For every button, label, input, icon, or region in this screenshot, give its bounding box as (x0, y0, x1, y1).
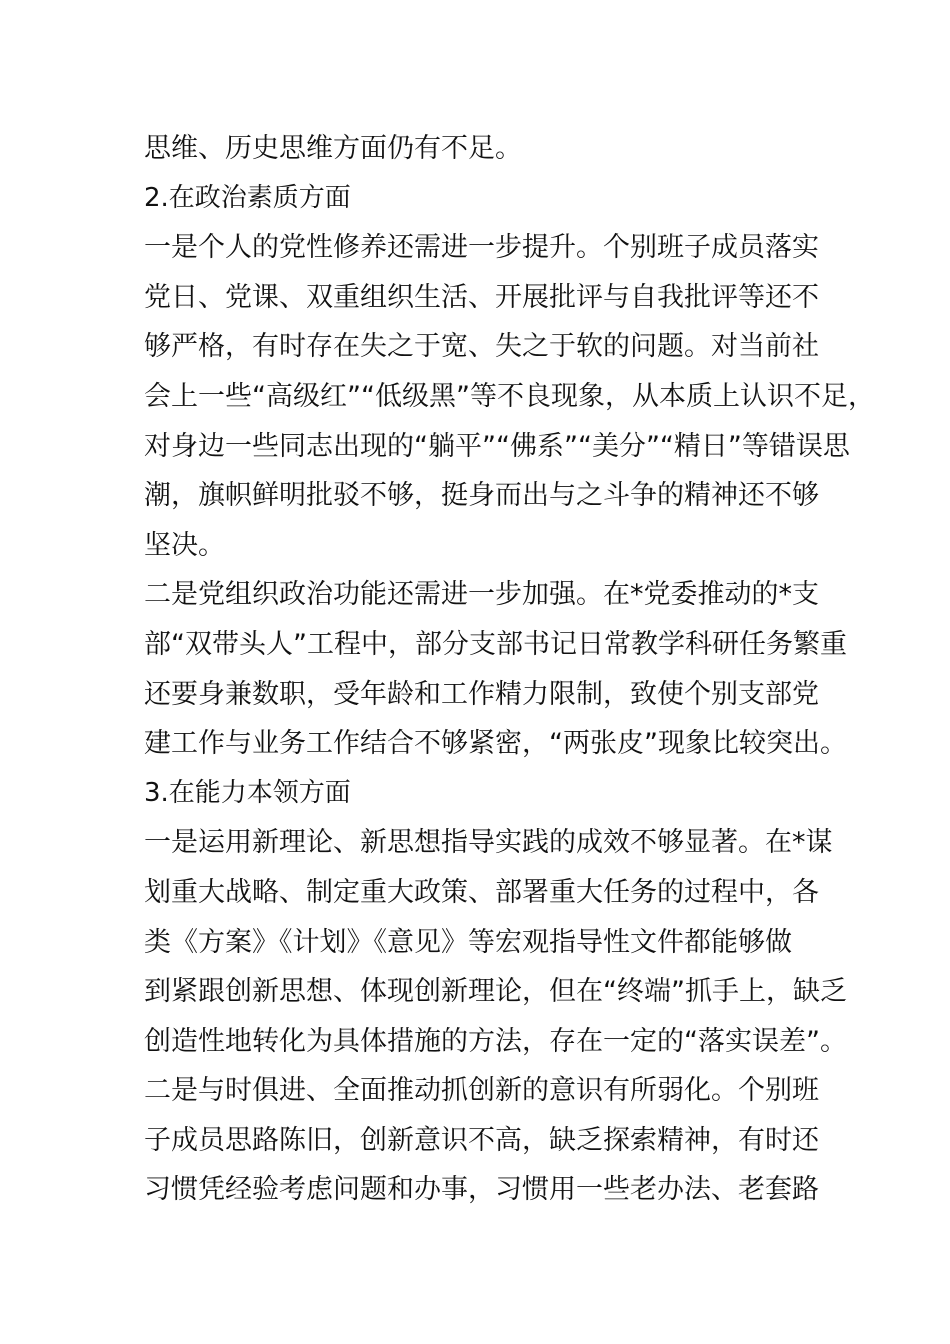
body-text-line: 一是个人的党性修养还需进一步提升。个别班子成员落实 (144, 232, 819, 264)
section-heading: 2.在政治素质方面 (144, 182, 351, 213)
body-text-line: 到紧跟创新思想、体现创新理论，但在“终端”抓手上，缺乏 (144, 976, 847, 1008)
body-text-line: 坚决。 (144, 529, 225, 561)
body-text-line: 二是与时俱进、全面推动抓创新的意识有所弱化。个别班 (144, 1075, 819, 1107)
body-text-line: 会上一些“高级红”“低级黑”等不良现象，从本质上认识不足， (144, 380, 875, 412)
body-text-line: 习惯凭经验考虑问题和办事，习惯用一些老办法、老套路 (144, 1174, 819, 1206)
body-text-line: 还要身兼数职，受年龄和工作精力限制，致使个别支部党 (144, 678, 819, 710)
body-text-line: 子成员思路陈旧，创新意识不高，缺乏探索精神，有时还 (144, 1124, 819, 1156)
body-text-line: 建工作与业务工作结合不够紧密，“两张皮”现象比较突出。 (144, 728, 847, 760)
body-text-line: 二是党组织政治功能还需进一步加强。在*党委推动的*支 (144, 579, 819, 611)
body-text-line: 思维、历史思维方面仍有不足。 (144, 133, 522, 164)
body-text-line: 划重大战略、制定重大政策、部署重大任务的过程中，各 (144, 876, 819, 908)
body-text-line: 部“双带头人”工程中，部分支部书记日常教学科研任务繁重 (144, 628, 847, 660)
body-text-line: 够严格，有时存在失之于宽、失之于软的问题。对当前社 (144, 331, 819, 363)
body-text-line: 对身边一些同志出现的“躺平”“佛系”“美分”“精日”等错误思 (144, 430, 850, 462)
body-text-line: 一是运用新理论、新思想指导实践的成效不够显著。在*谋 (144, 827, 833, 859)
body-text-line: 党日、党课、双重组织生活、开展批评与自我批评等还不 (144, 281, 819, 313)
document-body (144, 124, 875, 1215)
body-text-line: 类《方案》《计划》《意见》等宏观指导性文件都能够做 (144, 926, 792, 958)
body-text-line: 潮，旗帜鲜明批驳不够，挺身而出与之斗争的精神还不够 (144, 480, 819, 512)
body-text-line: 创造性地转化为具体措施的方法，存在一定的“落实误差”。 (144, 1025, 847, 1057)
section-heading: 3.在能力本领方面 (144, 777, 351, 808)
